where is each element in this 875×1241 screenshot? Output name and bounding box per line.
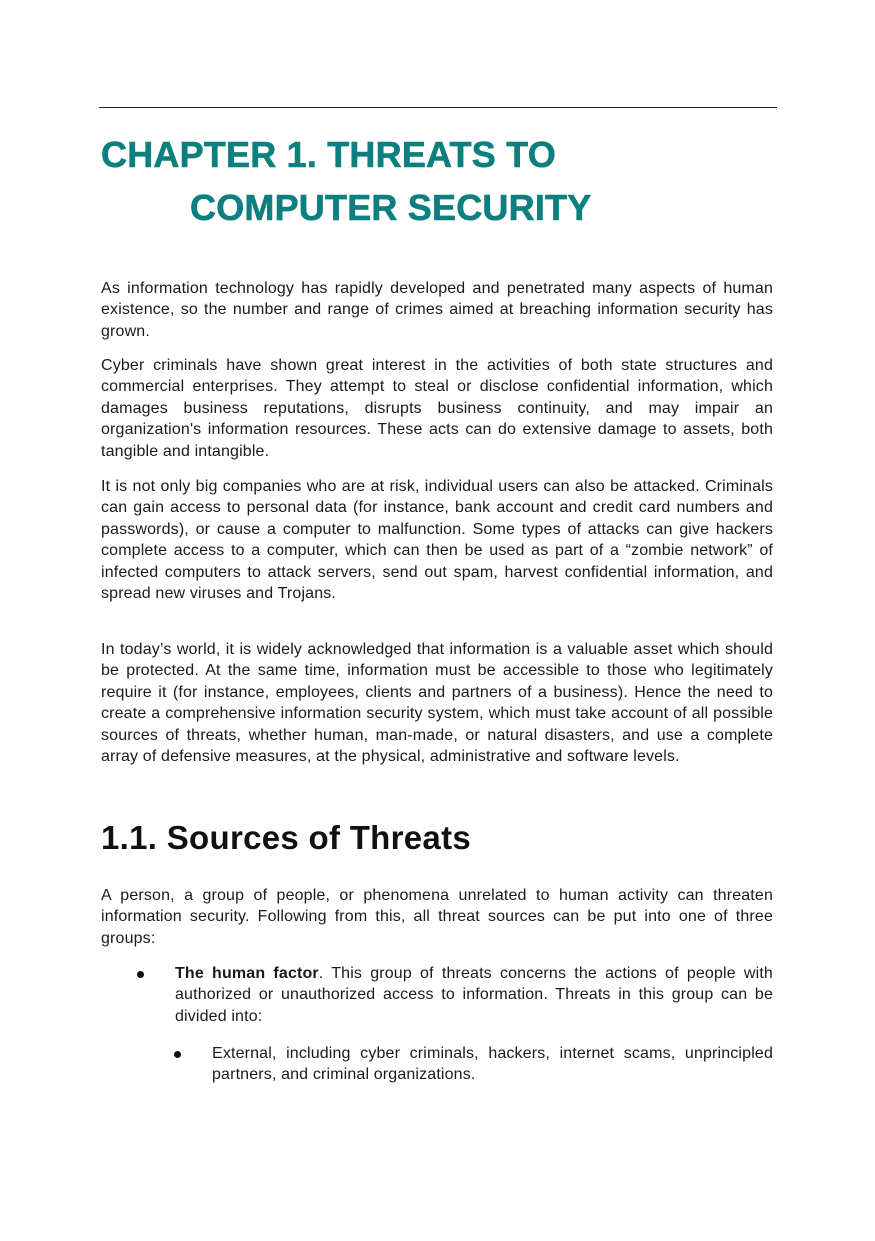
sub-list-item-text: External, including cyber criminals, hackers, internet scams, unprincipled partners, and criminal organizations. [212,1045,773,1084]
sub-list-item [101,1043,773,1086]
paragraph: As information technology has rapidly developed and penetrated many aspects of human existence, so the number and range of crimes aimed at breaching information security has grown. [101,280,773,340]
chapter-title-line-2: COMPUTER SECURITY [190,187,592,228]
paragraph: It is not only big companies who are at risk, individual users can also be attacked. Criminals can gain access to personal data (for instance, bank account and credit card numbers and passwords), or cause a computer to malfunction. Some types of attacks can give hackers complete access to a computer, which can then be used as part of a “zombie network” of infected computers to attack servers, send out spam, harvest confidential information, and spread new viruses and Trojans. [101,478,773,603]
header-rule [99,107,777,108]
list-item-description: . This group of threats concerns the actions of people with authorized or unauthorized access to information. Threats in this group can be divided into: [175,965,773,1025]
paragraph: In today’s world, it is widely acknowledged that information is a valuable asset which should be protected. At the same time, information must be accessible to those who legitimately require it (for instance, employees, clients and partners of a business). Hence the need to create a comprehensive information security system, which must take account of all possible sources of threats, whether human, man-made, or natural disasters, and use a complete array of defensive measures, at the physical, administrative and software levels. [101,641,773,766]
section-intro: A person, a group of people, or phenomena unrelated to human activity can threaten information security. Following from this, all threat sources can be put into one of three groups: [101,887,773,947]
list-item-text [175,963,773,1027]
paragraph: Cyber criminals have shown great interest in the activities of both state structures and commercial enterprises. They attempt to steal or disclose confidential information, which damages business reputations, disrupts business continuity, and may impair an organization's information resources. These acts can do extensive damage to assets, both tangible and intangible. [101,357,773,460]
chapter-title-line-1: CHAPTER 1. THREATS TO [101,134,556,175]
list-item [101,963,773,1027]
chapter-title [101,128,781,234]
list-item-term: The human factor [175,965,319,982]
bullet-icon [174,1051,181,1058]
bullet-icon [137,971,144,978]
section-title: 1.1. Sources of Threats [101,819,472,856]
